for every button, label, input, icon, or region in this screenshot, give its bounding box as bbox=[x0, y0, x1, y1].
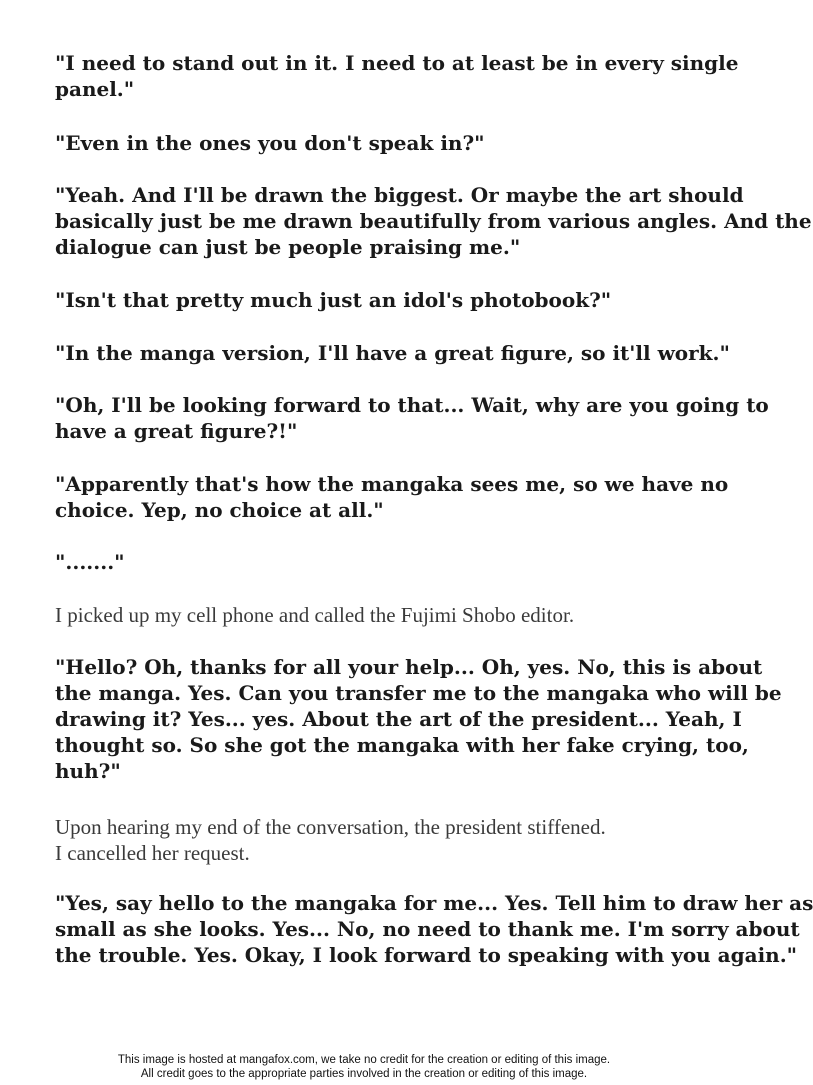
text-line: small as she looks. Yes... No, no need to thank me. I'm sorry about bbox=[55, 917, 800, 941]
text-line: Upon hearing my end of the conversation, the president stiffened. bbox=[55, 815, 606, 839]
text-line: I picked up my cell phone and called the Fujimi Shobo editor. bbox=[55, 603, 575, 627]
paragraph-10 bbox=[55, 654, 782, 784]
text-line: "Isn't that pretty much just an idol's photobook?" bbox=[55, 288, 612, 312]
text-line: I cancelled her request. bbox=[55, 841, 250, 865]
text-line: thought so. So she got the mangaka with her fake crying, too, bbox=[55, 733, 749, 757]
text-line: have a great figure?!" bbox=[55, 419, 298, 443]
text-line: "Hello? Oh, thanks for all your help... Oh, yes. No, this is about bbox=[55, 655, 763, 679]
text-line: "......." bbox=[55, 550, 125, 574]
text-line: "Yes, say hello to the mangaka for me... Yes. Tell him to draw her as bbox=[55, 891, 813, 915]
paragraph-2 bbox=[55, 130, 695, 156]
text-line: "Even in the ones you don't speak in?" bbox=[55, 131, 485, 155]
text-line: choice. Yep, no choice at all." bbox=[55, 498, 384, 522]
hosting-disclaimer-line-2: All credit goes to the appropriate parties involved in the creation or editing of this image. bbox=[140, 1068, 588, 1080]
hosting-disclaimer-line-1: This image is hosted at mangafox.com, we take no credit for the creation or editing of this image. bbox=[117, 1054, 611, 1066]
text-line: the manga. Yes. Can you transfer me to the mangaka who will be bbox=[55, 681, 782, 705]
text-line: "Yeah. And I'll be drawn the biggest. Or maybe the art should bbox=[55, 183, 744, 207]
text-line: panel." bbox=[55, 77, 135, 101]
text-line: "Oh, I'll be looking forward to that... Wait, why are you going to bbox=[55, 393, 769, 417]
text-line: "Apparently that's how the mangaka sees me, so we have no bbox=[55, 472, 729, 496]
text-line: dialogue can just be people praising me." bbox=[55, 235, 521, 259]
text-line: drawing it? Yes... yes. About the art of the president... Yeah, I bbox=[55, 707, 742, 731]
paragraph-11 bbox=[55, 814, 695, 866]
text-line: huh?" bbox=[55, 759, 121, 783]
paragraph-9 bbox=[55, 602, 695, 628]
paragraph-12 bbox=[55, 890, 813, 968]
text-line: the trouble. Yes. Okay, I look forward to speaking with you again." bbox=[55, 943, 798, 967]
text-line: "In the manga version, I'll have a great figure, so it'll work." bbox=[55, 341, 730, 365]
paragraph-8 bbox=[55, 549, 695, 575]
paragraph-4 bbox=[55, 287, 695, 313]
paragraph-6 bbox=[55, 392, 769, 444]
paragraph-7 bbox=[55, 471, 729, 523]
paragraph-3 bbox=[55, 182, 812, 260]
text-line: "I need to stand out in it. I need to at least be in every single bbox=[55, 51, 739, 75]
paragraph-1 bbox=[55, 50, 739, 102]
text-line: basically just be me drawn beautifully from various angles. And the bbox=[55, 209, 812, 233]
paragraph-5 bbox=[55, 340, 730, 366]
